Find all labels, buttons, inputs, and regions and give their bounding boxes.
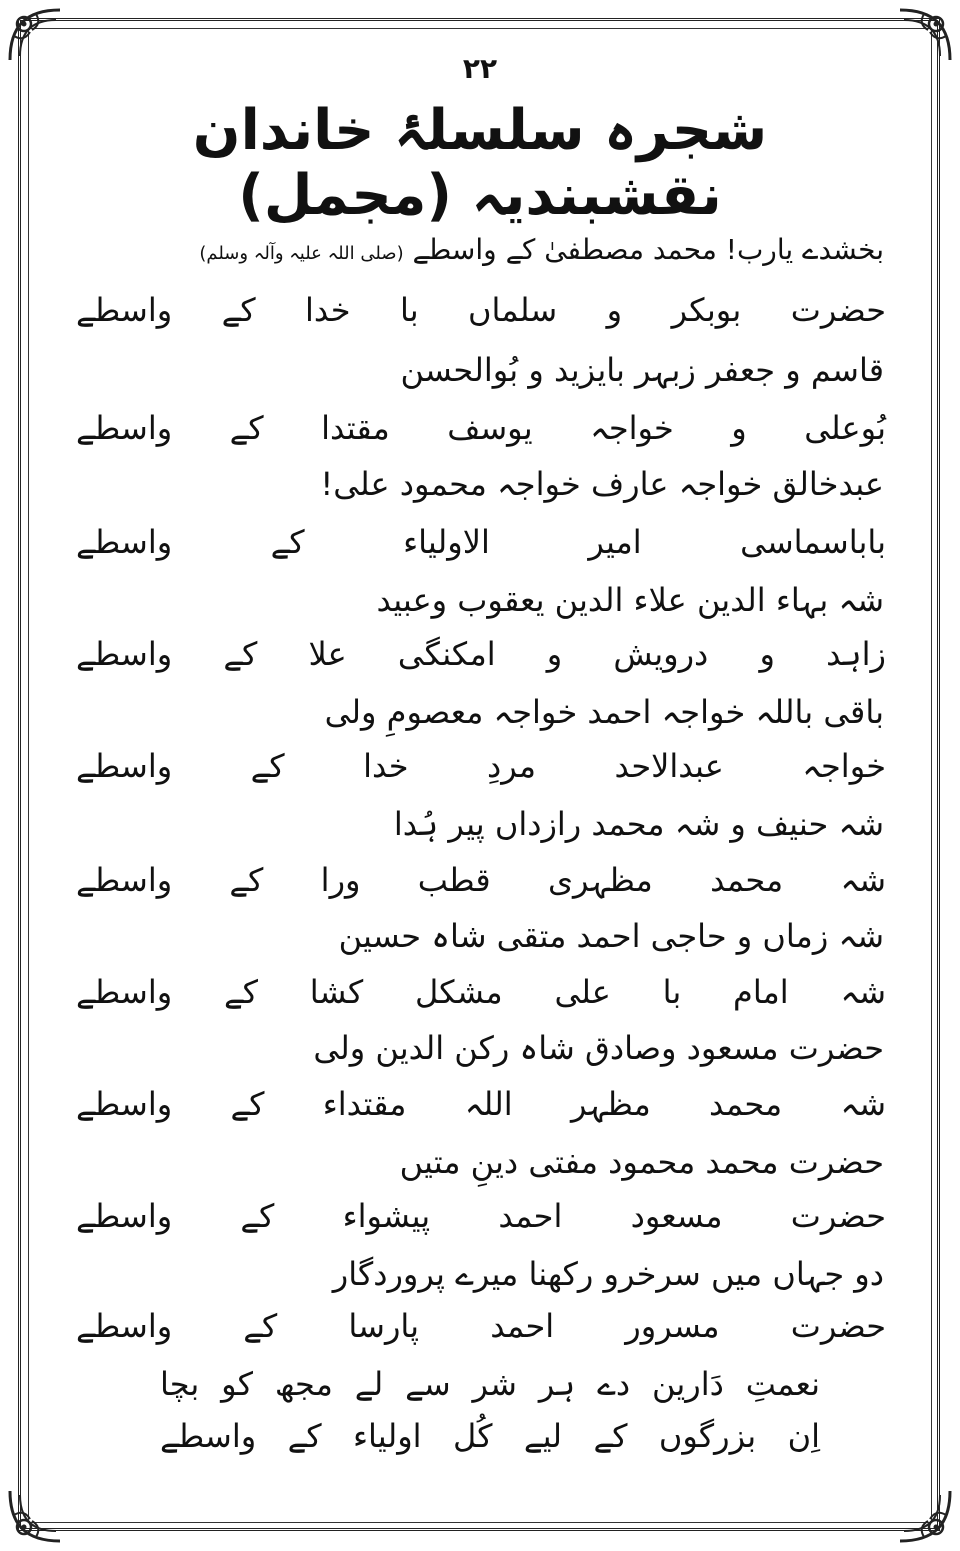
verse-line: شہ زماں و حاجی احمد متقی شاہ حسین — [338, 917, 884, 955]
verse-line: شہ بہاء الدین علاء الدین یعقوب وعبید — [376, 581, 884, 619]
closing-line: اِن بزرگوں کے لیے کُل اولیاء کے واسطے — [160, 1417, 820, 1455]
verse-line: شہ امام با علی مشکل کشا کے واسطے — [76, 973, 886, 1011]
closing-line: نعمتِ دَارین دے ہر شر سے لے مجھ کو بچا — [160, 1365, 820, 1403]
verse-line: حضرت مسعود احمد پیشواء کے واسطے — [76, 1197, 886, 1235]
verse-line: شہ محمد مظہر اللہ مقتداء کے واسطے — [76, 1085, 886, 1123]
intro-text: بخشدے یارب! محمد مصطفیٰ کے واسطے — [412, 233, 884, 266]
verse-line: حضرت محمد محمود مفتی دینِ متیں — [399, 1143, 884, 1181]
page-title: شجرہ سلسلۂ خاندان نقشبندیہ (مجمل) — [192, 98, 768, 228]
verse-line: شہ حنیف و شہ محمد رازداں پیر ہُدا — [393, 805, 884, 843]
verse-line: عبدخالق خواجہ عارف خواجہ محمود علی! — [320, 465, 884, 503]
verse-line: حضرت مسعود وصادق شاہ رکن الدین ولی — [313, 1029, 884, 1067]
verse-line: قاسم و جعفر زبہر بایزید و بُوالحسن — [400, 351, 884, 389]
corner-ornament-icon — [896, 1487, 954, 1545]
verse-line: خواجہ عبدالاحد مردِ خدا کے واسطے — [76, 747, 886, 785]
salutation: (صلی اللہ علیہ وآلہ وسلم) — [199, 243, 404, 264]
verse-line: دو جہاں میں سرخرو رکھنا میرے پروردگار — [332, 1255, 884, 1293]
verse-line: بُوعلی و خواجہ یوسف مقتدا کے واسطے — [76, 409, 886, 447]
verse-line: شہ محمد مظہری قطب ورا کے واسطے — [76, 861, 886, 899]
verse-line: حضرت مسرور احمد پارسا کے واسطے — [76, 1307, 886, 1345]
verse-line: باقی باللہ خواجہ احمد خواجہ معصومِ ولی — [324, 693, 884, 731]
corner-ornament-icon — [6, 1487, 64, 1545]
page-number: ۲۲ — [462, 52, 498, 85]
intro-line — [199, 228, 884, 272]
verse-line: باباسماسی امیر الاولیاء کے واسطے — [76, 523, 886, 561]
verse-line: زاہد و درویش و امکنگی علا کے واسطے — [76, 635, 886, 673]
verse-line: حضرت بوبکر و سلماں با خدا کے واسطے — [76, 291, 886, 329]
